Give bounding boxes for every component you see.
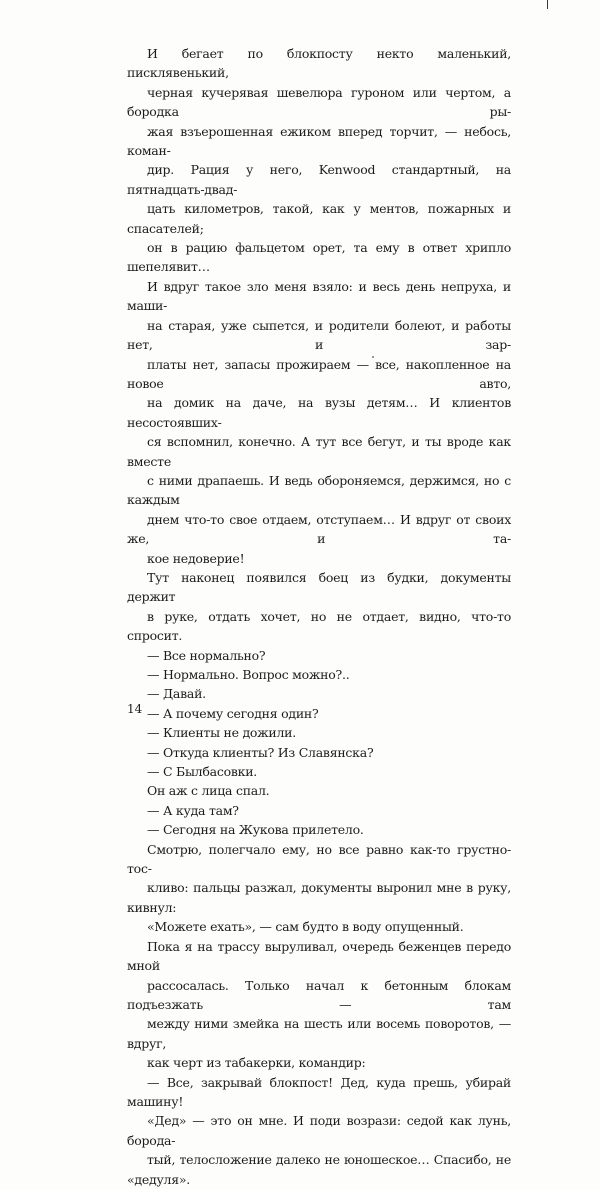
text-line: И вдруг такое зло меня взяло: и весь день непруха, и маши-: [127, 278, 511, 314]
text-line: платы нет, запасы прожираем — все, накопленное на новое авто,: [127, 356, 511, 391]
text-line: на старая, уже сыпется, и родители болеют, и работы нет, и зар-: [127, 317, 511, 353]
text-line: на домик на даче, на вузы детям… И клиентов несостоявших-: [127, 395, 511, 430]
text-paragraph: [127, 646, 511, 665]
text-paragraph: [127, 44, 511, 277]
book-page-body: [127, 44, 511, 1189]
text-line: черная кучерявая шевелюра гуроном или чертом, а бородка ры-: [127, 84, 511, 120]
text-line: в руке, отдать хочет, но не отдает, видно, что-то спросит.: [127, 608, 511, 644]
text-line: ся вспомнил, конечно. А тут все бегут, и ты вроде как вместе: [127, 434, 511, 469]
text-line: рассосалась. Только начал к бетонным блокам подъезжать — там: [127, 977, 511, 1012]
text-line: Он аж с лица спал.: [147, 783, 270, 799]
text-line: Смотрю, полегчало ему, но все равно как-то грустно-тос-: [127, 841, 511, 877]
text-line: «Можете ехать», — сам будто в воду опущенный.: [147, 919, 464, 935]
text-line: И бегает по блокпосту некто маленький, писклявенький,: [127, 46, 511, 81]
text-line: — Нормально. Вопрос можно?..: [147, 667, 350, 682]
text-line: — Все, закрывай блокпост! Дед, куда прешь, убирай машину!: [127, 1074, 511, 1109]
text-line: кое недоверие!: [147, 550, 245, 566]
text-paragraph: [127, 937, 511, 1073]
text-line: днем что-то свое отдаем, отступаем… И вдруг от своих же, и та-: [127, 511, 511, 547]
text-line: с ними драпаешь. И ведь обороняемся, держимся, но с каждым: [127, 472, 511, 508]
text-line: — Все нормально?: [147, 647, 266, 663]
text-line: тый, телосложение далеко не юношеское… Спасибо, не «дедуля».: [127, 1152, 511, 1187]
text-line: «Дед» — это он мне. И поди возрази: седой как лунь, борода-: [127, 1113, 511, 1148]
text-paragraph: [127, 781, 511, 800]
text-paragraph: [127, 840, 511, 937]
text-paragraph: [127, 1073, 511, 1112]
text-line: — Давай.: [147, 686, 206, 702]
text-line: между ними змейка на шесть или восемь поворотов, — вдруг,: [127, 1016, 511, 1051]
text-paragraph: [127, 723, 511, 742]
text-paragraph: [127, 743, 511, 762]
text-paragraph: [127, 665, 511, 684]
text-line: дир. Рация у него, Kenwood стандартный, на пятнадцать-двад-: [127, 162, 511, 197]
text-line: — Сегодня на Жукова прилетело.: [147, 822, 364, 838]
scan-edge-mark: [547, 0, 548, 9]
text-line: — Откуда клиенты? Из Славянска?: [147, 744, 374, 760]
text-line: как черт из табакерки, командир:: [147, 1055, 366, 1071]
text-line: — А куда там?: [147, 802, 239, 818]
text-paragraph: [127, 684, 511, 703]
text-paragraph: [127, 277, 511, 568]
text-line: — Клиенты не дожили.: [147, 725, 296, 741]
text-line: — А почему сегодня один?: [147, 705, 319, 721]
text-paragraph: [127, 820, 511, 839]
text-line: Пока я на трассу выруливал, очередь беженцев передо мной: [127, 938, 511, 974]
text-paragraph: [127, 762, 511, 781]
page-number: 14: [127, 702, 143, 716]
text-paragraph: [127, 1111, 511, 1189]
text-paragraph: [127, 704, 511, 723]
text-line: он в рацию фальцетом орет, та ему в ответ хрипло шепелявит…: [127, 240, 511, 275]
text-line: Тут наконец появился боец из будки, документы держит: [127, 569, 511, 605]
text-paragraph: [127, 568, 511, 646]
text-paragraph: [127, 801, 511, 820]
text-line: — С Былбасовки.: [147, 764, 257, 780]
text-line: кливо: пальцы разжал, документы выронил мне в руку, кивнул:: [127, 880, 511, 915]
text-line: жая взъерошенная ежиком вперед торчит, — небось, коман-: [127, 123, 511, 159]
text-line: цать километров, такой, как у ментов, пожарных и спасателей;: [127, 201, 511, 236]
